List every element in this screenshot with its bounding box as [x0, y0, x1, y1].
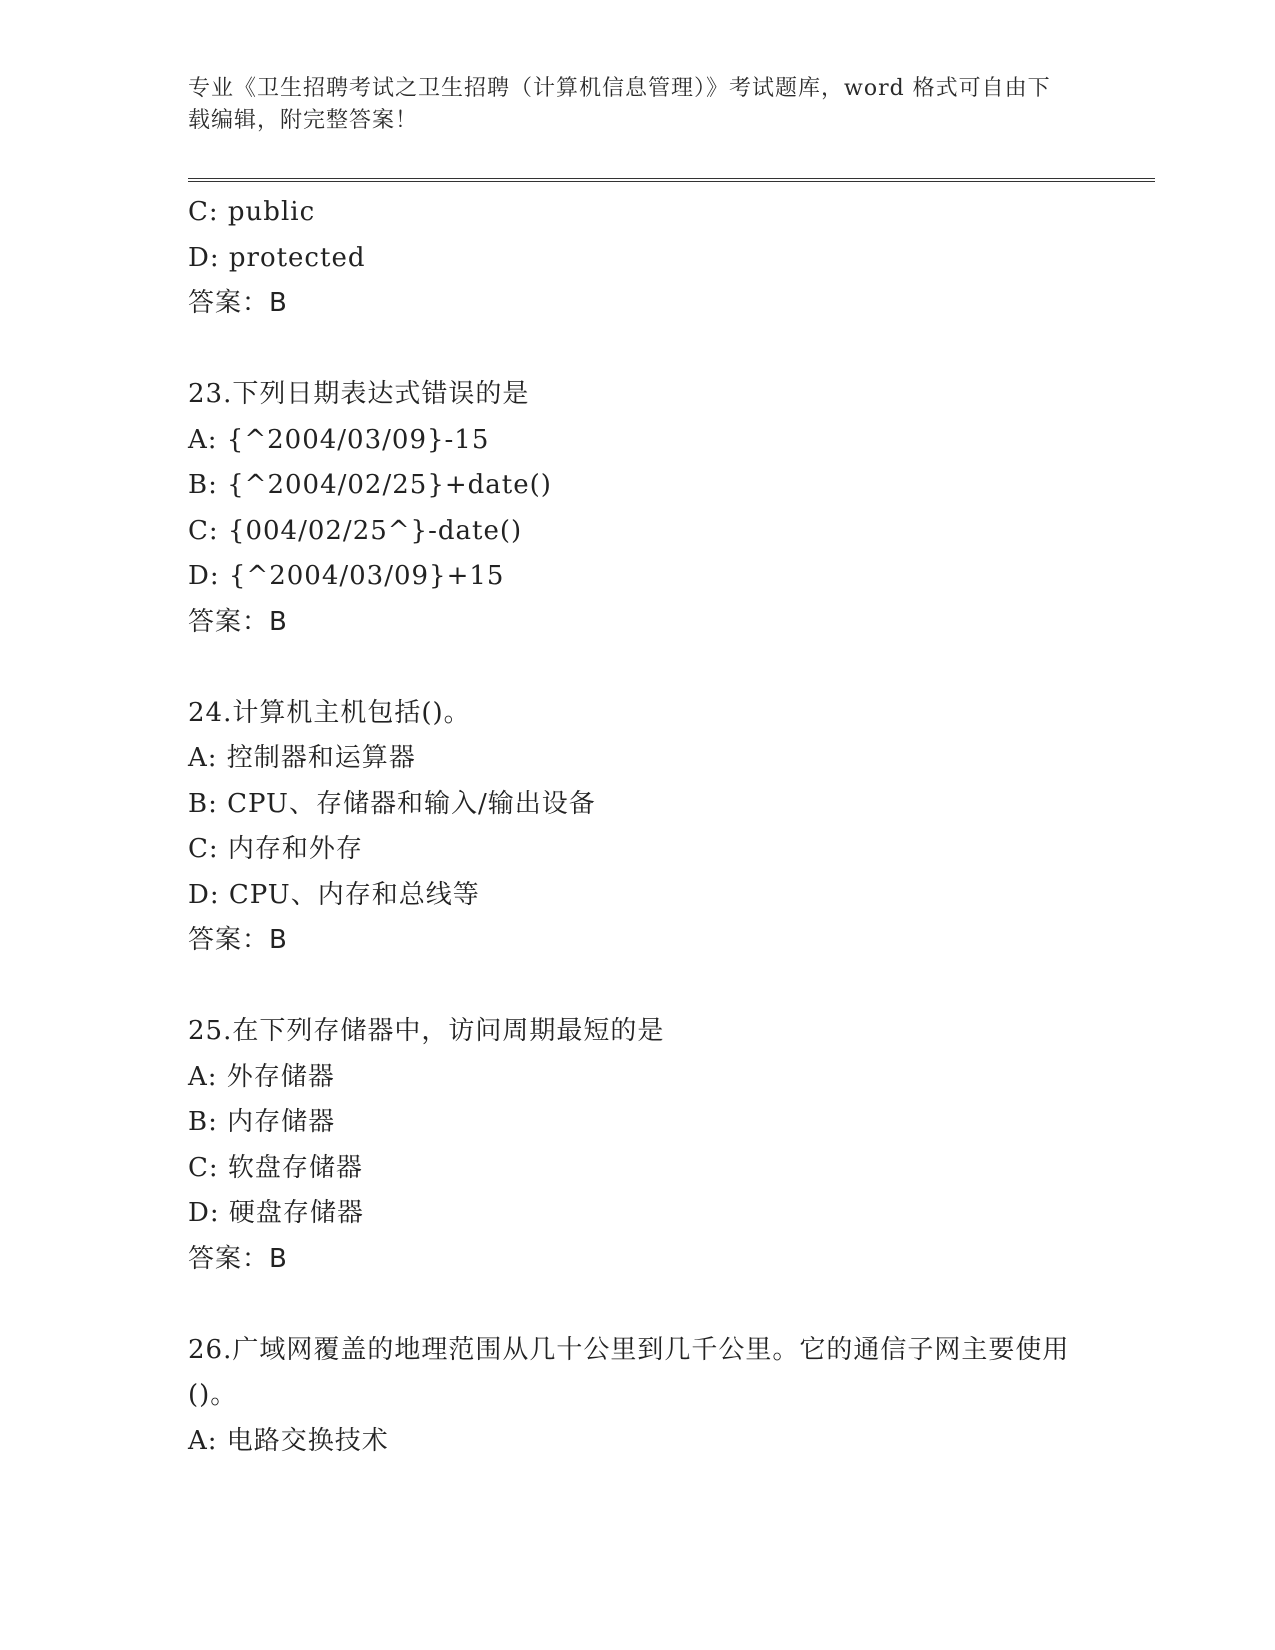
answer-line: 答案：B	[188, 606, 288, 637]
header-divider	[188, 178, 1155, 182]
question-23	[188, 372, 1088, 645]
spacer	[188, 964, 1088, 1010]
option-a: A: 电路交换技术	[188, 1425, 389, 1456]
option-c: C: 软盘存储器	[188, 1152, 363, 1183]
option-d: D: {^2004/03/09}+15	[188, 561, 505, 591]
option-d: D: 硬盘存储器	[188, 1198, 364, 1228]
answer-line: 答案：B	[188, 925, 288, 955]
document-body	[188, 190, 1088, 1464]
answer-line: 答案：B	[188, 1243, 288, 1274]
option-b: B: {^2004/02/25}+date()	[188, 470, 552, 500]
question-stem: 24.计算机主机包括()。	[188, 697, 471, 728]
option-c: C: {004/02/25^}-date()	[188, 515, 523, 546]
spacer	[188, 1282, 1088, 1328]
option-b: B: CPU、存储器和输入/输出设备	[188, 788, 596, 819]
option-b: B: 内存储器	[188, 1107, 336, 1137]
answer-line: 答案：B	[188, 288, 288, 318]
question-25	[188, 1009, 1088, 1282]
document-header: 专业《卫生招聘考试之卫生招聘（计算机信息管理）》考试题库，word 格式可自由下载编辑，附完整答案！	[188, 76, 1051, 133]
option-a: A: 控制器和运算器	[188, 743, 416, 773]
question-stem: 26.广域网覆盖的地理范围从几十公里到几千公里。它的通信子网主要使用()。	[188, 1334, 1070, 1410]
previous-question-tail	[188, 190, 1088, 327]
question-stem: 23.下列日期表达式错误的是	[188, 379, 530, 409]
option-a: A: {^2004/03/09}-15	[188, 424, 490, 455]
question-stem: 25.在下列存储器中，访问周期最短的是	[188, 1016, 665, 1046]
option-c: C: 内存和外存	[188, 834, 363, 864]
option-d: D: CPU、内存和总线等	[188, 879, 480, 910]
option-d: D: protected	[188, 242, 366, 273]
question-26	[188, 1328, 1088, 1465]
spacer	[188, 327, 1088, 373]
spacer	[188, 645, 1088, 691]
question-24	[188, 691, 1088, 964]
option-a: A: 外存储器	[188, 1061, 335, 1092]
option-c: C: public	[188, 197, 316, 227]
